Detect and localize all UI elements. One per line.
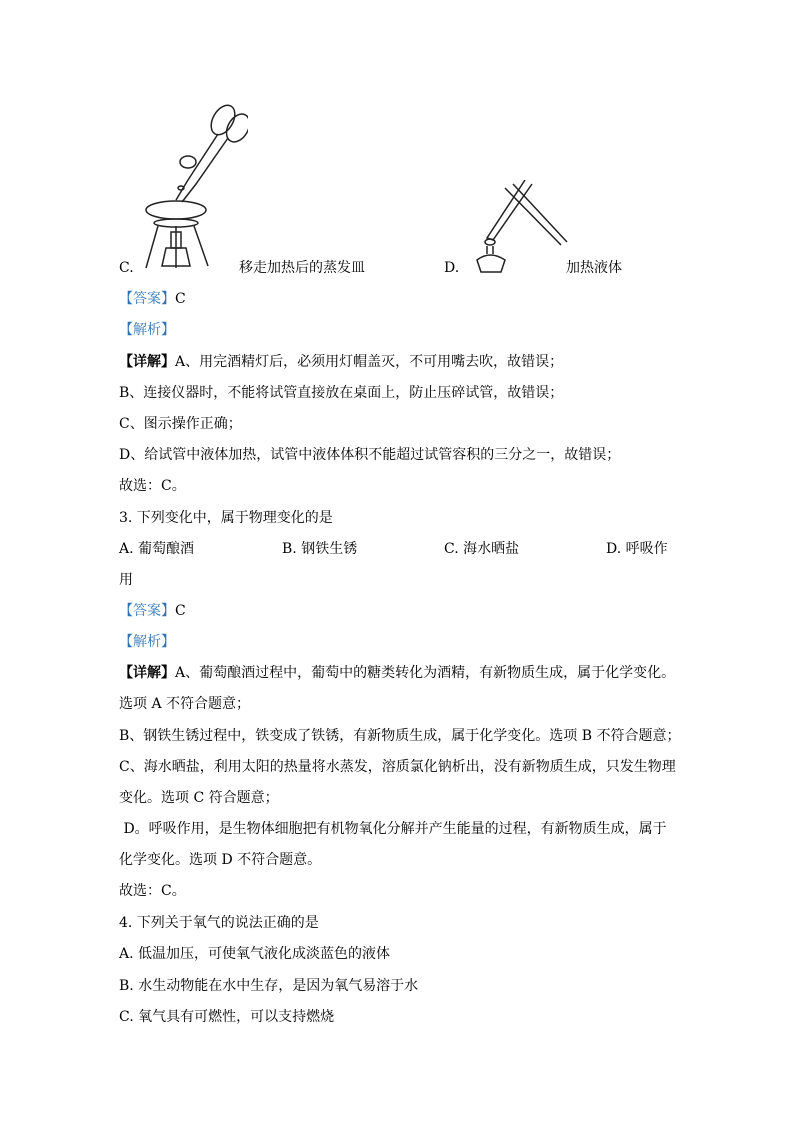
detail-text: A、用完酒精灯后，必须用灯帽盖灭，不可用嘴去吹，故错误； (175, 354, 564, 370)
detail-tag: 【详解】 (119, 665, 175, 681)
q2-line-b: B、连接仪器时，不能将试管直接放在桌面上，防止压碎试管，故错误； (119, 385, 564, 401)
q2-line-c: C、图示操作正确； (119, 416, 242, 432)
q3-line: D。呼吸作用，是生物体细胞把有机物氧化分解并产生能量的过程，有新物质生成，属于 (119, 821, 667, 837)
q3-option-d: D. 呼吸作 (606, 541, 668, 557)
answer-tag: 【答案】 (119, 603, 175, 619)
q2-option-c-caption: 移走加热后的蒸发皿 (239, 260, 365, 276)
q3-option-c: C. 海水晒盐 (444, 541, 520, 557)
q3-stem: 3. 下列变化中，属于物理变化的是 (119, 510, 333, 526)
q3-line: B、钢铁生锈过程中，铁变成了铁锈，有新物质生成，属于化学变化。选项 B 不符合题意； (119, 728, 681, 744)
q2-detail-line (119, 353, 563, 371)
evaporating-dish-tongs-figure (138, 100, 248, 272)
q3-conclusion: 故选：C。 (119, 883, 186, 899)
q4-stem: 4. 下列关于氧气的说法正确的是 (119, 915, 319, 931)
q2-option-d-label: D. (444, 260, 460, 276)
q3-detail-line (119, 664, 675, 682)
answer-value: C (175, 291, 186, 307)
q3-option-b: B. 钢铁生锈 (282, 541, 358, 557)
q3-option-d-wrap: 用 (119, 572, 133, 588)
answer-tag: 【答案】 (119, 291, 175, 307)
q2-line-d: D、给试管中液体加热，试管中液体体积不能超过试管容积的三分之一，故错误； (119, 447, 621, 463)
q4-option-b: B. 水生动物能在水中生存，是因为氧气易溶于水 (119, 978, 419, 994)
q3-line: C、海水晒盐，利用太阳的热量将水蒸发，溶质氯化钠析出，没有新物质生成，只发生物理 (119, 759, 676, 775)
q3-analysis-tag: 【解析】 (119, 634, 175, 650)
q4-option-a: A. 低温加压，可使氧气液化成淡蓝色的液体 (119, 946, 391, 962)
q2-analysis-tag: 【解析】 (119, 322, 175, 338)
q3-answer (119, 602, 186, 620)
q3-option-a: A. 葡萄酿酒 (119, 541, 195, 557)
q3-line: 变化。选项 C 符合题意； (119, 790, 279, 806)
q2-option-d-caption: 加热液体 (566, 260, 622, 276)
detail-tag: 【详解】 (119, 354, 175, 370)
answer-value: C (175, 603, 186, 619)
q3-line: 化学变化。选项 D 不符合题意。 (119, 852, 322, 868)
q2-option-c-label: C. (119, 260, 134, 276)
q3-line: 选项 A 不符合题意； (119, 696, 251, 712)
q2-conclusion: 故选：C。 (119, 478, 186, 494)
q4-option-c: C. 氧气具有可燃性，可以支持燃烧 (119, 1009, 335, 1025)
detail-text: A、葡萄酿酒过程中，葡萄中的糖类转化为酒精，有新物质生成，属于化学变化。 (175, 665, 676, 681)
q2-answer (119, 290, 186, 308)
